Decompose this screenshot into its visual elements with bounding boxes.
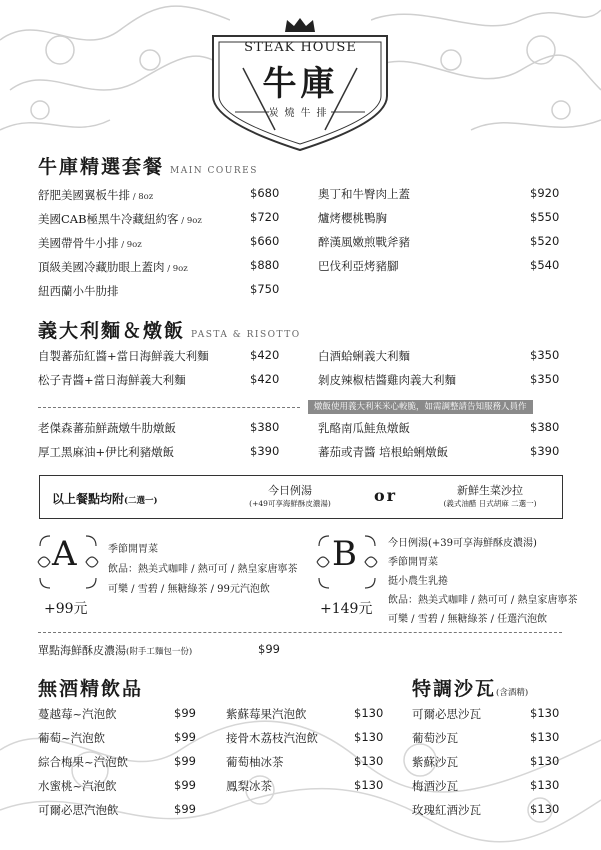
combo-option-soup: 今日例湯 (+49可享海鮮酥皮濃湯) bbox=[249, 484, 331, 508]
drink-name: 葡萄~汽泡飲 bbox=[38, 731, 106, 745]
risotto-note: 燉飯使用義大利米米心較脆，如需調整請告知服務人員作 bbox=[308, 400, 533, 414]
pasta-title-en: PASTA & RISOTTO bbox=[191, 330, 301, 340]
drink-price: $130 bbox=[354, 778, 384, 792]
drink-price: $99 bbox=[174, 802, 196, 816]
brand-chinese-name: 牛庫 bbox=[262, 64, 339, 104]
menu-item-price: $520 bbox=[530, 234, 560, 248]
menu-item-name: 巴伐利亞烤豬腳 bbox=[318, 259, 399, 273]
sour-name: 葡萄沙瓦 bbox=[412, 731, 458, 745]
set-a-letter: A bbox=[52, 534, 77, 574]
menu-item: 美國帶骨牛小排 / 9oz bbox=[38, 236, 142, 250]
drinks-section-title: 無酒精飲品 bbox=[38, 678, 144, 700]
menu-item: 美國CAB極黑牛冷藏紐約客 / 9oz bbox=[38, 212, 202, 226]
risotto-item-name: 乳酪南瓜鮭魚燉飯 bbox=[318, 421, 410, 435]
menu-item-price: $680 bbox=[250, 186, 280, 200]
drink-name: 紫蘇莓果汽泡飲 bbox=[226, 707, 307, 721]
pasta-item-price: $420 bbox=[250, 348, 280, 362]
risotto-item-name: 厚工黑麻油+伊比利豬燉飯 bbox=[38, 445, 175, 459]
pasta-item-name: 松子青醬+當日海鮮義大利麵 bbox=[38, 373, 186, 387]
drink-price: $99 bbox=[174, 706, 196, 720]
drink-name: 綜合梅果~汽泡飲 bbox=[38, 755, 129, 769]
risotto-item-price: $380 bbox=[530, 420, 560, 434]
drink-price: $99 bbox=[174, 730, 196, 744]
sour-price: $130 bbox=[530, 730, 560, 744]
drink-name: 水蜜桃~汽泡飲 bbox=[38, 779, 117, 793]
sour-name: 可爾必思沙瓦 bbox=[412, 707, 481, 721]
pasta-item-price: $350 bbox=[530, 372, 560, 386]
menu-item-price: $720 bbox=[250, 210, 280, 224]
set-a-price: +99元 bbox=[44, 601, 88, 617]
set-b-line: 季節開胃菜 bbox=[388, 557, 438, 568]
combo-or: or bbox=[374, 486, 398, 505]
menu-item-name: 爐烤櫻桃鴨胸 bbox=[318, 211, 387, 225]
pasta-item-price: $420 bbox=[250, 372, 280, 386]
pasta-title-zh: 義大利麵＆燉飯 bbox=[38, 320, 186, 342]
sour-price: $130 bbox=[530, 706, 560, 720]
pasta-item-name: 剝皮辣椒桔醬雞肉義大利麵 bbox=[318, 373, 456, 387]
main-title-en: MAIN COURES bbox=[170, 166, 258, 176]
menu-item-price: $550 bbox=[530, 210, 560, 224]
combo-option-salad: 新鮮生菜沙拉 (義式油醋 日式胡麻 二選一) bbox=[443, 484, 537, 508]
drink-price: $99 bbox=[174, 778, 196, 792]
drink-name: 可爾必思汽泡飲 bbox=[38, 803, 119, 817]
pasta-section-title bbox=[38, 316, 301, 343]
set-b-letter: B bbox=[332, 534, 357, 574]
sour-section-title: 特調沙瓦(含酒精) bbox=[412, 678, 529, 700]
menu-item: 舒肥美國翼板牛排 / 8oz bbox=[38, 188, 154, 202]
menu-item-price: $750 bbox=[250, 282, 280, 296]
sour-price: $130 bbox=[530, 778, 560, 792]
main-section-title bbox=[38, 152, 258, 179]
menu-item-price: $880 bbox=[250, 258, 280, 272]
menu-item: 紐西蘭小牛肋排 bbox=[38, 284, 119, 298]
risotto-item-price: $390 bbox=[530, 444, 560, 458]
main-title-zh: 牛庫精選套餐 bbox=[38, 156, 165, 178]
drink-price: $99 bbox=[174, 754, 196, 768]
sour-price: $130 bbox=[530, 754, 560, 768]
set-a-line: 可樂 / 雪碧 / 無糖綠茶 / 99元汽泡飲 bbox=[108, 584, 270, 595]
set-a-line: 季節開胃菜 bbox=[108, 544, 158, 555]
crown-icon bbox=[283, 16, 317, 34]
set-b-line: 挺小農生乳捲 bbox=[388, 576, 448, 587]
sour-name: 梅酒沙瓦 bbox=[412, 779, 458, 793]
set-b-line: 飲品：熱美式咖啡 / 熱可可 / 熱皇家唐寧茶 bbox=[388, 595, 578, 606]
menu-item-price: $540 bbox=[530, 258, 560, 272]
set-a-line: 飲品：熱美式咖啡 / 熱可可 / 熱皇家唐寧茶 bbox=[108, 564, 298, 575]
pasta-item-price: $350 bbox=[530, 348, 560, 362]
sour-price: $130 bbox=[530, 802, 560, 816]
brand-english-name: STEAK HOUSE bbox=[244, 40, 357, 55]
menu-item-price: $920 bbox=[530, 186, 560, 200]
risotto-item-price: $380 bbox=[250, 420, 280, 434]
menu-item: 頂級美國冷藏肋眼上蓋肉 / 9oz bbox=[38, 260, 188, 274]
single-soup: 單點海鮮酥皮濃湯(附手工麵包一份) bbox=[38, 644, 193, 657]
risotto-item-price: $390 bbox=[250, 444, 280, 458]
pasta-item-name: 自製蕃茄紅醬+當日海鮮義大利麵 bbox=[38, 349, 209, 363]
pasta-item-name: 白酒蛤蜊義大利麵 bbox=[318, 349, 410, 363]
combo-label: 以上餐點均附(二選一) bbox=[52, 492, 158, 506]
menu-item-name: 奧丁和牛臀肉上蓋 bbox=[318, 187, 410, 201]
drink-price: $130 bbox=[354, 706, 384, 720]
set-b-line: 可樂 / 雪碧 / 無糖綠茶 / 任選汽泡飲 bbox=[388, 614, 548, 625]
sour-name: 玫瑰紅酒沙瓦 bbox=[412, 803, 481, 817]
drink-name: 葡萄柚冰茶 bbox=[226, 755, 284, 769]
brand-subtitle: 炭燒牛排 bbox=[268, 108, 333, 119]
drink-name: 鳳梨冰茶 bbox=[226, 779, 272, 793]
menu-item-price: $660 bbox=[250, 234, 280, 248]
dashed-divider bbox=[38, 632, 562, 633]
set-b-price: +149元 bbox=[320, 601, 373, 617]
sour-name: 紫蘇沙瓦 bbox=[412, 755, 458, 769]
drink-name: 蔓越莓~汽泡飲 bbox=[38, 707, 117, 721]
drink-name: 接骨木荔枝汽泡飲 bbox=[226, 731, 318, 745]
single-soup-price: $99 bbox=[258, 642, 280, 656]
risotto-item-name: 老傑森蕃茄鮮蔬燉牛肋燉飯 bbox=[38, 421, 176, 435]
set-b-line: 今日例湯(+39可享海鮮酥皮濃湯) bbox=[388, 538, 537, 549]
drink-price: $130 bbox=[354, 754, 384, 768]
menu-item-name: 醉漢風嫩煎戰斧豬 bbox=[318, 235, 410, 249]
drink-price: $130 bbox=[354, 730, 384, 744]
dashed-divider bbox=[38, 407, 300, 408]
risotto-item-name: 蕃茄或青醬 培根蛤蜊燉飯 bbox=[318, 445, 449, 459]
